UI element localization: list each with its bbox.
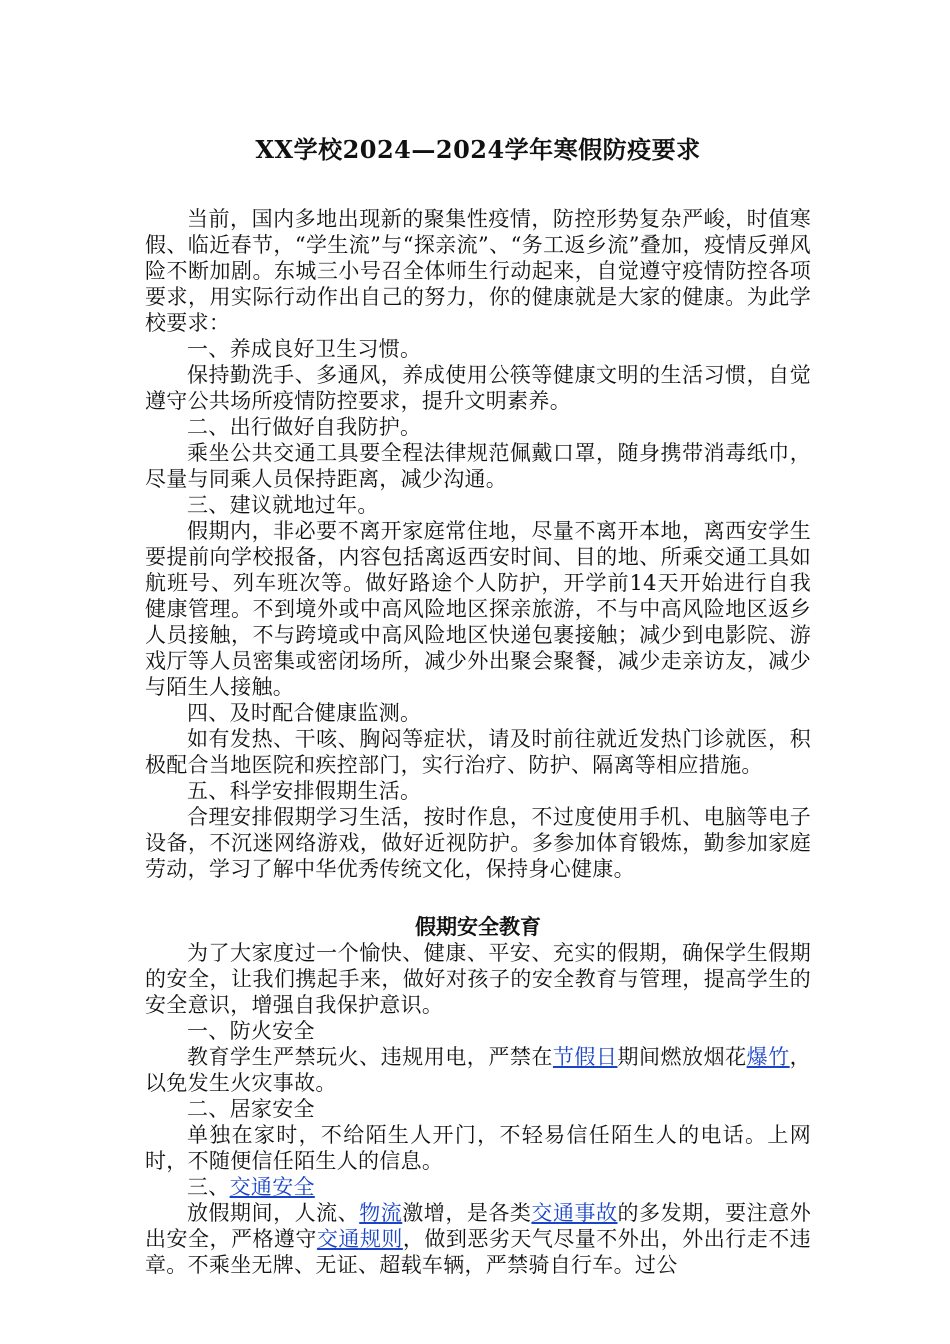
heading-traffic-safety: [145, 1174, 811, 1200]
link-holiday[interactable]: 节假日: [552, 1045, 618, 1069]
paragraph-traffic-safety: [145, 1200, 811, 1278]
paragraph-travel-protection: 乘坐公共交通工具要全程法律规范佩戴口罩，随身携带消毒纸巾，尽量与同乘人员保持距离，减少沟通。: [145, 441, 811, 491]
paragraph-hygiene: 保持勤洗手、多通风，养成使用公筷等健康文明的生活习惯，自觉遵守公共场所疫情防控要求，提升文明素养。: [145, 363, 811, 413]
paragraph-health-monitoring: 如有发热、干咳、胸闷等症状，请及时前往就近发热门诊就医，积极配合当地医院和疾控部门，实行治疗、防护、隔离等相应措施。: [145, 727, 811, 777]
paragraph-holiday-life: 合理安排假期学习生活，按时作息，不过度使用手机、电脑等电子设备，不沉迷网络游戏，做好近视防护。多参加体育锻炼，勤参加家庭劳动，学习了解中华优秀传统文化，保持身心健康。: [145, 805, 811, 881]
text-span: ，以免发生火灾事故。: [145, 1045, 811, 1095]
link-logistics[interactable]: 物流: [359, 1201, 403, 1225]
text-span: 放假期间，人流、: [187, 1201, 360, 1225]
text-span: 三、: [187, 1175, 230, 1199]
heading-home-safety: 二、居家安全: [187, 1097, 315, 1121]
link-traffic-rules[interactable]: 交通规则: [316, 1227, 403, 1251]
safety-intro-paragraph: 为了大家度过一个愉快、健康、平安、充实的假期，确保学生假期的安全，让我们携起手来，做好对孩子的安全教育与管理，提高学生的安全意识，增强自我保护意识。: [145, 941, 811, 1017]
heading-hygiene: 一、养成良好卫生习惯。: [187, 337, 422, 361]
document-body: [145, 128, 811, 1278]
text-span: 激增，是各类: [402, 1201, 532, 1225]
text-span: 教育学生严禁玩火、违规用电，严禁在: [187, 1045, 553, 1069]
document-title: XX学校2024—2024学年寒假防疫要求: [255, 135, 701, 164]
paragraph-fire-safety: [145, 1044, 811, 1096]
heading-holiday-life: 五、科学安排假期生活。: [187, 779, 422, 803]
heading-health-monitoring: 四、及时配合健康监测。: [187, 701, 422, 725]
paragraph-home-safety: 单独在家时，不给陌生人开门，不轻易信任陌生人的电话。上网时，不随便信任陌生人的信息。: [145, 1123, 811, 1173]
link-traffic-safety[interactable]: 交通安全: [229, 1175, 315, 1199]
text-span: 的多发期，要注意外出安全，严格遵守: [145, 1201, 812, 1251]
heading-stay-local: 三、建议就地过年。: [187, 493, 379, 517]
intro-paragraph: 当前，国内多地出现新的聚集性疫情，防控形势复杂严峻，时值寒假、临近春节，“学生流”与“探亲流”、“务工返乡流”叠加，疫情反弹风险不断加剧。东城三小号召全体师生行动起来，自觉遵守疫情防控各项要求，用实际行动作出自己的努力，你的健康就是大家的健康。为此学校要求：: [145, 207, 811, 335]
text-span: 期间燃放烟花: [617, 1045, 747, 1069]
paragraph-stay-local: 假期内，非必要不离开家庭常住地，尽量不离开本地，离西安学生要提前向学校报备，内容包括离返西安时间、目的地、所乘交通工具如航班号、列车班次等。做好路途个人防护，开学前14天开始进行自我健康管理。不到境外或中高风险地区探亲旅游，不与中高风险地区返乡人员接触，不与跨境或中高风险地区快递包裹接触；减少到电影院、游戏厅等人员密集或密闭场所，减少外出聚会聚餐，减少走亲访友，减少与陌生人接触。: [145, 519, 811, 699]
link-traffic-accident[interactable]: 交通事故: [531, 1201, 618, 1225]
section-title-safety: 假期安全教育: [415, 914, 541, 939]
text-span: ，做到恶劣天气尽量不外出，外出行走不违章。不乘坐无牌、无证、超载车辆，严禁骑自行车。过公: [145, 1227, 812, 1277]
link-firecrackers[interactable]: 爆竹: [746, 1045, 790, 1069]
heading-fire-safety: 一、防火安全: [187, 1019, 315, 1043]
heading-travel-protection: 二、出行做好自我防护。: [187, 415, 422, 439]
